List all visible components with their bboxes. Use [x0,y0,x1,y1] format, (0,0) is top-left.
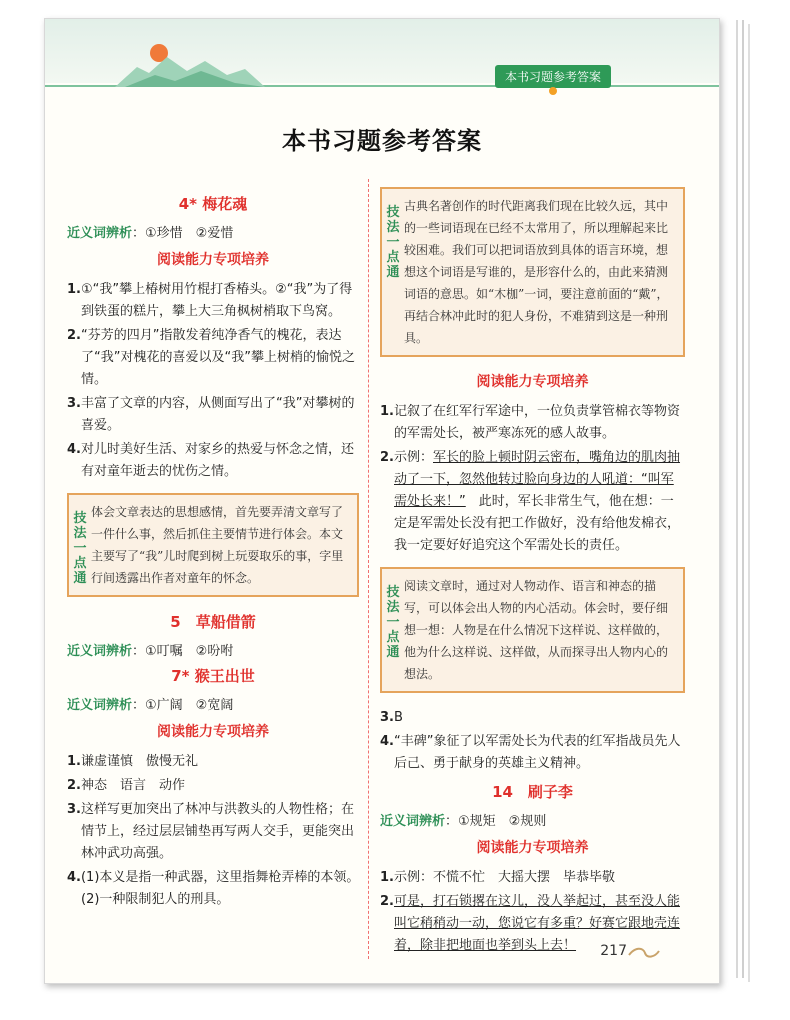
item-text: “丰碑”象征了以军需处长为代表的红军指战员先人后己、勇于献身的英雄主义精神。 [393,734,681,771]
item-number: 1. [67,754,81,769]
item-text: 示例：不慌不忙 大摇大摆 毕恭毕敬 [393,870,615,885]
section-title: 阅读能力专项培养 [476,374,589,390]
left-column [67,187,366,913]
lesson-title: 4* 梅花魂 [178,195,248,213]
synonym-line [67,640,359,659]
item-number: 4. [380,734,394,749]
item-number: 2. [67,328,81,343]
synonym-label: 近义词辨析 [67,226,133,241]
item-text: (1)本义是指一种武器，这里指舞枪弄棒的本领。 (2)一种限制犯人的刑具。 [80,870,366,907]
page-number: 217 [600,943,627,959]
answer-item [67,799,359,865]
synonym-answers: ：①规矩 ②规则 [445,814,547,829]
synonym-line [380,810,685,829]
tip-box [67,493,359,597]
section-title: 阅读能力专项培养 [476,840,589,856]
item-number: 1. [67,282,81,297]
item-text: 记叙了在红军行军途中，一位负责掌管棉衣等物资的军需处长，被严寒冻死的感人故事。 [393,404,680,441]
item-text: B [393,710,403,725]
answer-item [67,393,359,437]
answer-item [380,707,685,729]
synonym-answers: ：①叮嘱 ②吩咐 [132,644,234,659]
underlined-text: 军长的脸上顿时阴云密布，嘴角边的肌肉抽动了一下，忽然他转过脸向身边的人吼道：“叫军需处长来！” [394,450,681,509]
right-column [380,187,685,959]
answer-item [67,439,359,483]
item-number: 1. [380,870,394,885]
column-divider [368,179,369,959]
tip-text: 阅读文章时，通过对人物动作、语言和神态的描写，可以体会出人物的内心活动。体会时，要仔细想一想：人物是在什么情况下这样说、这样做的，他为什么这样说、这样做，从而探寻出人物内心的想法。 [404,579,669,681]
answer-item [67,325,359,391]
answer-list [67,751,366,911]
answer-item [380,401,685,445]
item-text: 丰富了文章的内容，从侧面写出了“我”对攀树的喜爱。 [80,396,355,433]
answer-item [380,447,685,557]
synonym-line [67,694,359,713]
tip-box [380,187,685,357]
item-text: 示例： [393,450,433,465]
answer-item [380,867,685,889]
item-number: 2. [67,778,81,793]
synonym-label: 近义词辨析 [67,698,133,713]
item-number: 3. [380,710,394,725]
tip-tag: 技 法 一 点 通 [73,511,87,586]
lesson-title: 7* 猴王出世 [171,667,255,685]
tip-text: 古典名著创作的时代距离我们现在比较久远，其中的一些词语现在已经不太常用了，所以理解起来比较困难。我们可以把词语放到具体的语言环境，想想这个词语是写谁的，是形容什么的，由此来猜测词语的意思。如“木枷”一词，要注意前面的“戴”，再结合林冲此时的犯人身份，不难猜到这是一种刑具。 [404,199,669,345]
item-text: 对儿时美好生活、对家乡的热爱与怀念之情，还有对童年逝去的忧伤之情。 [80,442,354,479]
item-number: 1. [380,404,394,419]
underlined-text: 可是，打石锁撂在这儿，没人挙起过，甚至没人能叫它稍稍动一动，您说它有多重？好赛它跟地壳连着，除非把地面也挙到头上去！ [393,894,681,953]
page-edge [738,24,750,982]
synonym-label: 近义词辨析 [380,814,446,829]
header-dot-icon [549,87,557,95]
answer-item [380,731,685,775]
item-text: 这样写更加突出了林冲与洪教头的人物性格；在情节上，经过层层铺垫再写两人交手，更能突出林冲武功高强。 [80,802,355,861]
tip-box [380,567,685,693]
item-number: 4. [67,870,81,885]
item-text: 神态 语言 动作 [80,778,185,793]
tip-tag: 技 法 一 点 通 [386,585,400,660]
synonym-line [67,222,359,241]
mountain-decoration-icon [115,41,265,87]
answer-item [67,867,366,911]
book-page [44,18,720,984]
answer-item [67,751,359,773]
answer-item [67,279,359,323]
item-number: 4. [67,442,81,457]
item-text: “芬芳的四月”指散发着纯净香气的槐花，表达了“我”对槐花的喜爱以及“我”攀上树梢的愉悦之情。 [80,328,355,387]
synonym-answers: ：①广阔 ②宽阔 [132,698,234,713]
item-number: 3. [67,396,81,411]
item-text: 此时，军长非常生气，他在想：一定是军需处长没有把工作做好，没有给他发棉衣，我一定要好好追究这个军需处长的责任。 [394,494,681,553]
answer-item [67,775,359,797]
header-banner: 本书习题参考答案 [495,65,611,88]
synonym-label: 近义词辨析 [67,644,133,659]
section-title: 阅读能力专项培养 [157,724,269,740]
answer-list [67,279,359,483]
tip-tag: 技 法 一 点 通 [386,205,400,280]
tip-text: 体会文章表达的思想感情，首先要弄清文章写了一件什么事，然后抓住主要情节进行体会。本文主要写了“我”儿时爬到树上玩耍取乐的事，字里行间透露出作者对童年的怀念。 [91,505,344,585]
item-number: 3. [67,802,81,817]
lesson-title: 14 刷子李 [492,783,573,801]
item-text: ①“我”攀上椿树用竹棍打香椿头。②“我”为了得到铁蛋的糕片，攀上大三角枫树梢取下鸟窝。 [80,282,353,319]
lesson-title: 5 草船借箭 [170,613,256,631]
item-text: 谦虚谨慎 傲慢无礼 [80,754,198,769]
section-title: 阅读能力专项培养 [157,252,269,268]
item-number: 2. [380,450,394,465]
item-number: 2. [380,894,394,909]
swirl-decoration-icon [627,945,661,961]
page-title: 本书习题参考答案 [282,127,482,155]
synonym-answers: ：①珍惜 ②爱惜 [132,226,234,241]
